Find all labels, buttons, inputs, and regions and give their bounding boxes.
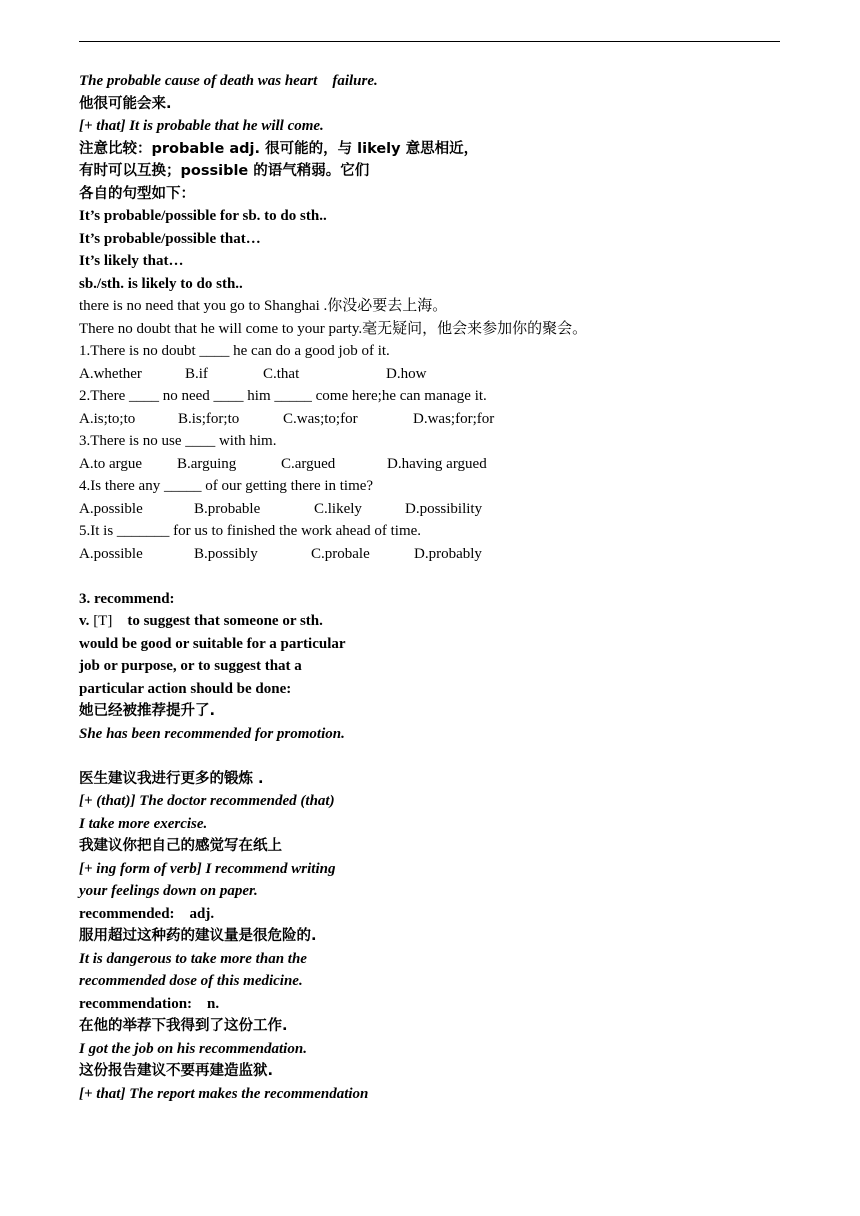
quiz-option: C.argued bbox=[281, 455, 336, 472]
quiz-option: A.possible bbox=[79, 545, 143, 562]
quiz-option: D.having argued bbox=[387, 455, 487, 472]
chinese-sentence: 在他的举荐下我得到了这份工作. bbox=[79, 1018, 288, 1034]
example-sentence: [+ ing form of verb] I recommend writing bbox=[79, 860, 336, 877]
quiz-question: 3.There is no use ____ with him. bbox=[79, 433, 277, 449]
example-sentence: I got the job on his recommendation. bbox=[79, 1040, 307, 1057]
document-body bbox=[79, 70, 779, 1105]
quiz-option: D.possibility bbox=[405, 500, 483, 517]
example-sentence: She has been recommended for promotion. bbox=[79, 725, 345, 742]
pattern-line: sb./sth. is likely to do sth.. bbox=[79, 275, 243, 292]
spacer bbox=[79, 565, 779, 588]
quiz-question: 5.It is _______ for us to finished the work ahead of time. bbox=[79, 523, 422, 539]
example-sentence: [+ that] The report makes the recommendation bbox=[79, 1085, 369, 1102]
chinese-sentence: 她已经被推荐提升了. bbox=[79, 703, 216, 719]
quiz-option: A.whether bbox=[79, 365, 142, 382]
quiz-option: C.likely bbox=[314, 500, 362, 517]
example-sentence: [+ that] It is probable that he will come. bbox=[79, 118, 324, 134]
definition-line: job or purpose, or to suggest that a bbox=[79, 658, 302, 674]
quiz-options bbox=[79, 408, 779, 431]
chinese-sentence: 服用超过这种药的建议量是很危险的. bbox=[79, 928, 317, 944]
pattern-line: It’s probable/possible for sb. to do sth.. bbox=[79, 208, 327, 224]
quiz-question: 1.There is no doubt ____ he can do a good job of it. bbox=[79, 343, 390, 359]
quiz-option: C.that bbox=[263, 365, 300, 382]
note-line: 注意比较：probable adj. 很可能的，与 likely 意思相近， bbox=[79, 140, 479, 157]
word-form-heading: recommended: adj. bbox=[79, 905, 215, 922]
quiz-option: A.is;to;to bbox=[79, 410, 136, 427]
quiz-option: B.probable bbox=[194, 500, 261, 517]
definition-line: particular action should be done: bbox=[79, 680, 292, 697]
quiz-option: B.arguing bbox=[177, 455, 237, 472]
quiz-option: D.was;for;for bbox=[413, 410, 495, 427]
quiz-options bbox=[79, 543, 779, 566]
quiz-option: B.if bbox=[185, 365, 208, 382]
quiz-options bbox=[79, 498, 779, 521]
quiz-question: 4.Is there any _____ of our getting there in time? bbox=[79, 478, 374, 494]
chinese-sentence: 他很可能会来. bbox=[79, 95, 172, 112]
chinese-sentence: 医生建议我进行更多的锻炼 . bbox=[79, 770, 264, 787]
example-sentence: I take more exercise. bbox=[79, 815, 208, 832]
header-rule bbox=[79, 41, 780, 42]
definition-line bbox=[79, 610, 779, 633]
quiz-question: 2.There ____ no need ____ him _____ come here;he can manage it. bbox=[79, 388, 487, 404]
definition-text: to suggest that someone or sth. bbox=[112, 613, 323, 629]
quiz-option: B.is;for;to bbox=[178, 410, 240, 427]
quiz-option: A.to argue bbox=[79, 455, 143, 472]
definition-pos: v. bbox=[79, 613, 94, 629]
example-sentence: your feelings down on paper. bbox=[79, 883, 258, 899]
example-sentence: The probable cause of death was heart failure. bbox=[79, 73, 378, 89]
note-line: 各自的句型如下： bbox=[79, 185, 195, 202]
chinese-sentence: 我建议你把自己的感觉写在纸上 bbox=[79, 838, 282, 854]
quiz-option: C.probale bbox=[311, 545, 370, 562]
note-line: 有时可以互换；possible 的语气稍弱。它们 bbox=[79, 163, 370, 179]
pattern-line: It’s likely that… bbox=[79, 253, 184, 269]
section-heading: 3. recommend: bbox=[79, 590, 175, 607]
definition-line: would be good or suitable for a particular bbox=[79, 635, 346, 652]
spacer bbox=[79, 745, 779, 768]
word-form-heading: recommendation: n. bbox=[79, 995, 220, 1012]
example-line: there is no need that you go to Shanghai .你没必要去上海。 bbox=[79, 298, 448, 314]
example-sentence: [+ (that)] The doctor recommended (that) bbox=[79, 793, 335, 809]
example-sentence: It is dangerous to take more than the bbox=[79, 950, 307, 967]
quiz-options bbox=[79, 363, 779, 386]
definition-tag: [T] bbox=[93, 613, 113, 629]
quiz-option: C.was;to;for bbox=[283, 410, 358, 427]
example-line: There no doubt that he will come to your party.毫无疑问，他会来参加你的聚会。 bbox=[79, 320, 588, 337]
example-sentence: recommended dose of this medicine. bbox=[79, 973, 303, 989]
quiz-option: A.possible bbox=[79, 500, 143, 517]
quiz-option: D.how bbox=[386, 365, 427, 382]
quiz-options bbox=[79, 453, 779, 476]
chinese-sentence: 这份报告建议不要再建造监狱. bbox=[79, 1063, 274, 1079]
quiz-option: B.possibly bbox=[194, 545, 258, 562]
quiz-option: D.probably bbox=[414, 545, 482, 562]
pattern-line: It’s probable/possible that… bbox=[79, 230, 261, 247]
